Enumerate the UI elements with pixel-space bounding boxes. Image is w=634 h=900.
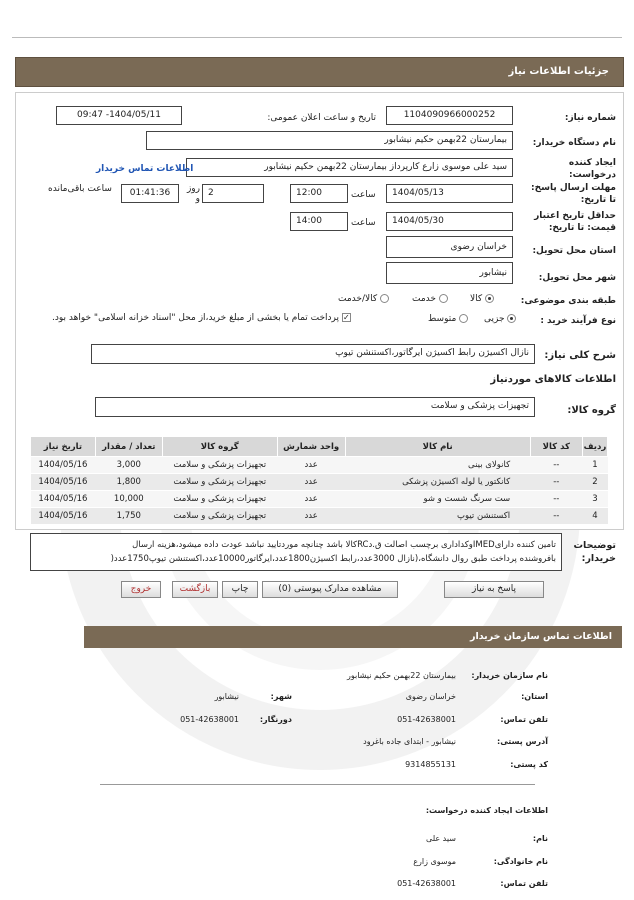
col-header-qty: تعداد / مقدار — [95, 437, 162, 457]
radio-selected-icon[interactable] — [507, 314, 516, 323]
announce-field: 1404/05/11- 09:47 — [56, 106, 182, 125]
buyer-notes-box — [30, 533, 562, 571]
cell-qty: 1,750 — [95, 508, 162, 525]
table-header-row — [31, 437, 608, 457]
cell-group: تجهیزات پزشکی و سلامت — [162, 457, 277, 474]
checkbox-checked-icon: ✓ — [343, 313, 350, 322]
address-value: نیشابور - ابتدای جاده باغرود — [363, 737, 456, 746]
col-header-unit: واحد شمارش — [277, 437, 345, 457]
payment-note — [52, 313, 351, 323]
page-title: جزئیات اطلاعات نیاز — [508, 66, 609, 77]
postal-label: کد پستی: — [510, 760, 548, 769]
table-row — [31, 474, 608, 491]
postal-value: 9314855131 — [405, 760, 456, 769]
cell-group: تجهیزات پزشکی و سلامت — [162, 508, 277, 525]
exit-button[interactable]: خروج — [121, 581, 161, 598]
buyer-notes-line2: بافروشنده پرداخت طبق روال دانشگاه،(نازال 3000عدد،رابط اکسیژن1800عدد،ایرگاتور10000عدد،اکستنشن تیوپ1750عدد( — [110, 554, 556, 564]
city-contact-value: نیشابور — [214, 692, 239, 701]
cell-name: کانکتور یا لوله اکسیژن پزشکی — [345, 474, 530, 491]
validity-time-field: 14:00 — [290, 212, 348, 231]
buyer-notes-line1: تامین کننده دارایIMEDوکداداری برچسب اصالت ق.دRCکالا باشد چنانچه موردتایید نباشد عودت داده میشود،هزینه ارسال — [132, 540, 556, 550]
phone-value: 051-42638001 — [397, 715, 456, 724]
creator-name-label: نام: — [532, 834, 548, 843]
cell-code: -- — [530, 474, 582, 491]
buyer-label: نام دستگاه خریدار: — [532, 138, 616, 148]
need-number-label: شماره نیاز: — [564, 113, 616, 123]
table-row — [31, 491, 608, 508]
contact-section-header — [84, 626, 622, 648]
phone-label: تلفن تماس: — [500, 715, 548, 724]
cell-row: 3 — [582, 491, 607, 508]
days-field: 2 — [202, 184, 264, 203]
cell-row: 2 — [582, 474, 607, 491]
category-goods-option[interactable] — [470, 294, 494, 304]
remaining-time-label: ساعت باقی‌مانده — [48, 184, 112, 194]
creator-phone-value: 051-42638001 — [397, 879, 456, 888]
cell-date: 1404/05/16 — [31, 457, 96, 474]
process-label: نوع فرآیند خرید : — [540, 316, 616, 326]
reply-button[interactable]: پاسخ به نیاز — [444, 581, 544, 598]
category-both-text: کالا/خدمت — [338, 294, 378, 304]
cell-qty: 10,000 — [95, 491, 162, 508]
process-medium-text: متوسط — [428, 314, 457, 324]
creator-family-label: نام خانوادگی: — [493, 857, 548, 866]
process-medium-option[interactable] — [428, 314, 468, 324]
goods-info-title: اطلاعات کالاهای موردنیاز — [490, 374, 616, 385]
payment-note-text: پرداخت تمام یا بخشی از مبلغ خرید،از محل "اسناد خزانه اسلامی" خواهد بود. — [52, 313, 340, 323]
cell-code: -- — [530, 491, 582, 508]
buyer-field: بیمارستان 22بهمن حکیم نیشابور — [146, 131, 513, 150]
col-header-code: کد کالا — [530, 437, 582, 457]
process-partial-text: جزیی — [484, 314, 505, 324]
cell-code: -- — [530, 508, 582, 525]
category-service-text: خدمت — [412, 294, 436, 304]
cell-row: 4 — [582, 508, 607, 525]
creator-label: ایجاد کننده درخواست: — [568, 158, 616, 180]
announce-label: تاریخ و ساعت اعلان عمومی: — [267, 113, 376, 123]
items-table — [30, 436, 608, 525]
address-label: آدرس پستی: — [497, 737, 548, 746]
creator-phone-label: تلفن تماس: — [500, 879, 548, 888]
col-header-name: نام کالا — [345, 437, 530, 457]
creator-field: سید علی موسوی زارع کارپرداز بیمارستان 22بهمن حکیم نیشابور — [186, 158, 513, 177]
category-both-option[interactable] — [338, 294, 389, 304]
cell-row: 1 — [582, 457, 607, 474]
cell-qty: 1,800 — [95, 474, 162, 491]
category-service-option[interactable] — [412, 294, 448, 304]
province-field: خراسان رضوی — [386, 236, 513, 258]
cell-name: ست سرنگ شست و شو — [345, 491, 530, 508]
cell-qty: 3,000 — [95, 457, 162, 474]
group-label: گروه کالا: — [567, 405, 616, 416]
need-number-field: 1104090966000252 — [386, 106, 513, 125]
remaining-time-field: 01:41:36 — [121, 184, 179, 203]
days-label: روز و — [186, 184, 200, 204]
deadline-date-field: 1404/05/13 — [386, 184, 513, 203]
summary-field: نازال اکسیژن رابط اکسیژن ایرگاتور،اکستنشن تیوپ — [91, 344, 535, 364]
creator-family-value: موسوی زارع — [413, 857, 456, 866]
city-contact-label: شهر: — [270, 692, 292, 701]
radio-icon[interactable] — [439, 294, 448, 303]
buyer-notes-label: توضیحات خریدار: — [573, 540, 616, 564]
cell-code: -- — [530, 457, 582, 474]
city-field: نیشابور — [386, 262, 513, 284]
fax-label: دورنگار: — [259, 715, 292, 724]
province-contact-label: استان: — [521, 692, 548, 701]
group-field: تجهیزات پزشکی و سلامت — [95, 397, 535, 417]
buyer-contact-link[interactable]: اطلاعات تماس خریدار — [96, 164, 194, 174]
cell-name: کانولای بینی — [345, 457, 530, 474]
validity-date-field: 1404/05/30 — [386, 212, 513, 231]
deadline-label: مهلت ارسال پاسخ: تا تاریخ: — [531, 183, 616, 205]
cell-name: اکستنشن تیوپ — [345, 508, 530, 525]
deadline-time-field: 12:00 — [290, 184, 348, 203]
radio-icon[interactable] — [380, 294, 389, 303]
table-row — [31, 508, 608, 525]
fax-value: 051-42638001 — [180, 715, 239, 724]
col-header-date: تاریخ نیاز — [31, 437, 96, 457]
process-partial-option[interactable] — [484, 314, 516, 324]
cell-unit: عدد — [277, 491, 345, 508]
col-header-row: ردیف — [582, 437, 607, 457]
cell-unit: عدد — [277, 508, 345, 525]
category-label: طبقه بندی موضوعی: — [520, 296, 616, 306]
cell-date: 1404/05/16 — [31, 474, 96, 491]
contact-section-title: اطلاعات تماس سازمان خریدار — [469, 631, 612, 642]
cell-group: تجهیزات پزشکی و سلامت — [162, 491, 277, 508]
creator-name-value: سید علی — [426, 834, 456, 843]
org-label: نام سازمان خریدار: — [471, 671, 548, 680]
print-button[interactable]: چاپ — [222, 581, 258, 598]
col-header-group: گروه کالا — [162, 437, 277, 457]
contact-divider — [100, 784, 535, 785]
org-value: بیمارستان 22بهمن حکیم نیشابور — [347, 671, 456, 680]
radio-selected-icon[interactable] — [485, 294, 494, 303]
cell-group: تجهیزات پزشکی و سلامت — [162, 474, 277, 491]
city-label: شهر محل تحویل: — [538, 273, 616, 283]
cell-unit: عدد — [277, 457, 345, 474]
top-divider — [12, 37, 622, 38]
cell-unit: عدد — [277, 474, 345, 491]
validity-label: حداقل تاریخ اعتبار قیمت: تا تاریخ: — [534, 211, 616, 233]
validity-time-label: ساعت — [351, 218, 376, 228]
page-header — [15, 57, 624, 87]
cell-date: 1404/05/16 — [31, 508, 96, 525]
province-label: استان محل تحویل: — [532, 246, 616, 256]
radio-icon[interactable] — [459, 314, 468, 323]
cell-date: 1404/05/16 — [31, 491, 96, 508]
creator-section-title: اطلاعات ایجاد کننده درخواست: — [425, 806, 548, 815]
summary-label: شرح کلی نیاز: — [544, 350, 616, 361]
table-row — [31, 457, 608, 474]
province-contact-value: خراسان رضوی — [405, 692, 456, 701]
attachments-button[interactable]: مشاهده مدارک پیوستی (0) — [262, 581, 398, 598]
category-goods-text: کالا — [470, 294, 483, 304]
back-button[interactable]: بازگشت — [172, 581, 218, 598]
deadline-time-label: ساعت — [351, 190, 376, 200]
